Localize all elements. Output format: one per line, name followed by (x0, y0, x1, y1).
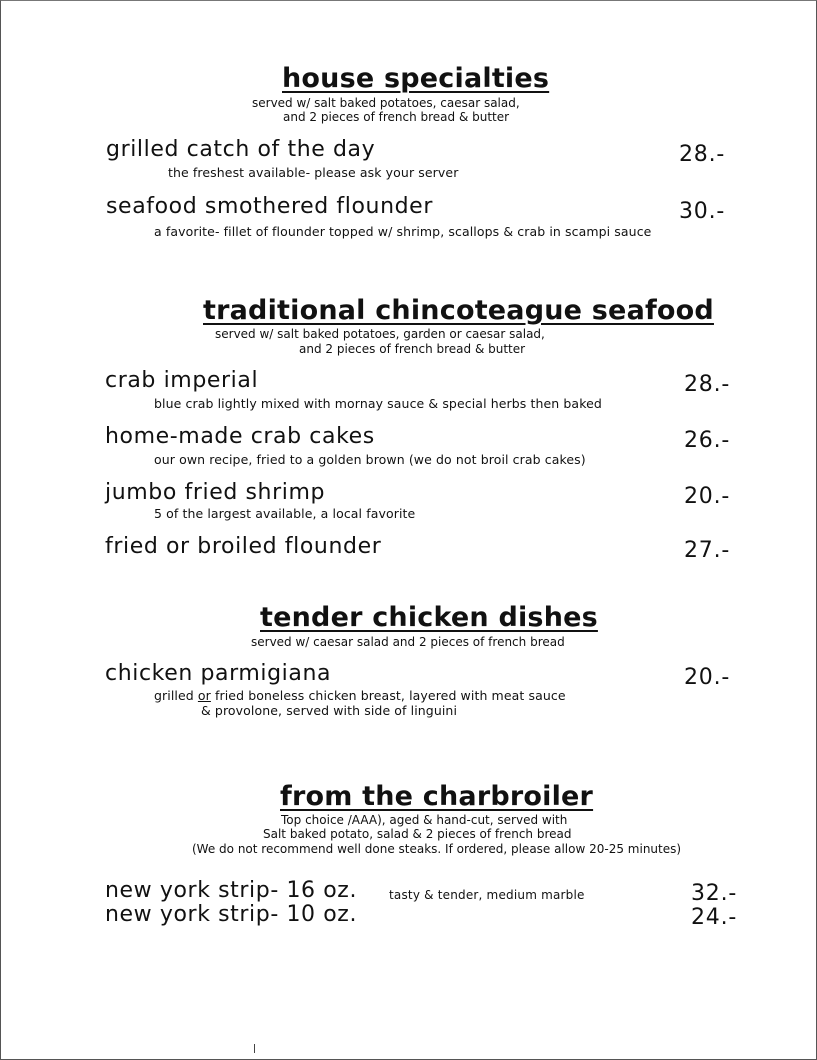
menu-item-description (154, 688, 566, 703)
menu-item-name: new york strip- 16 oz. (105, 878, 358, 903)
section-subtitle-line1: served w/ salt baked potatoes, caesar salad, (252, 96, 520, 110)
menu-item-price: 27.- (684, 538, 731, 563)
menu-item-price: 24.- (691, 905, 738, 930)
section-subtitle-line1: Top choice /AAA), aged & hand-cut, served with (281, 813, 568, 827)
section-subtitle-line1: served w/ caesar salad and 2 pieces of french bread (251, 635, 565, 649)
menu-item-description: our own recipe, fried to a golden brown (we do not broil crab cakes) (154, 452, 586, 467)
section-subtitle-line1: served w/ salt baked potatoes, garden or caesar salad, (215, 327, 545, 341)
menu-item-price: 20.- (684, 484, 731, 509)
menu-item-price: 28.- (684, 372, 731, 397)
menu-item-price: 20.- (684, 665, 731, 690)
section-subtitle-line3: (We do not recommend well done steaks. If ordered, please allow 20-25 minutes) (192, 842, 682, 856)
menu-item-price: 30.- (679, 199, 726, 224)
menu-item-note: tasty & tender, medium marble (389, 888, 585, 902)
section-title-house-specialties: house specialties (282, 63, 550, 94)
menu-item-name: new york strip- 10 oz. (105, 902, 358, 927)
menu-item-name: chicken parmigiana (105, 661, 332, 686)
menu-item-name: jumbo fried shrimp (105, 480, 326, 505)
section-subtitle-line2: and 2 pieces of french bread & butter (299, 342, 526, 356)
menu-item-description: blue crab lightly mixed with mornay sauce & special herbs then baked (154, 396, 602, 411)
scan-mark (254, 1044, 255, 1053)
section-subtitle-line2: and 2 pieces of french bread & butter (283, 110, 510, 124)
menu-item-name: seafood smothered flounder (106, 194, 433, 219)
menu-item-description: a favorite- fillet of flounder topped w/ shrimp, scallops & crab in scampi sauce (154, 224, 652, 239)
menu-item-name: grilled catch of the day (106, 137, 376, 162)
section-title-chicken-dishes: tender chicken dishes (260, 602, 598, 633)
desc-underlined-word: or (197, 688, 211, 703)
menu-item-name: crab imperial (105, 368, 259, 393)
section-subtitle-line2: Salt baked potato, salad & 2 pieces of french bread (263, 827, 572, 841)
menu-item-description-line2: & provolone, served with side of linguini (201, 703, 458, 718)
menu-item-name: home-made crab cakes (105, 424, 375, 449)
menu-item-price: 26.- (684, 428, 731, 453)
section-title-traditional-seafood: traditional chincoteague seafood (203, 295, 714, 326)
menu-item-description: the freshest available- please ask your server (168, 165, 459, 180)
desc-text: fried boneless chicken breast, layered with meat sauce (210, 688, 566, 703)
section-title-charbroiler: from the charbroiler (280, 781, 594, 812)
menu-item-description: 5 of the largest available, a local favorite (154, 506, 416, 521)
menu-item-price: 28.- (679, 142, 726, 167)
menu-item-price: 32.- (691, 881, 738, 906)
desc-text: grilled (154, 688, 198, 703)
menu-item-name: fried or broiled flounder (105, 534, 382, 559)
